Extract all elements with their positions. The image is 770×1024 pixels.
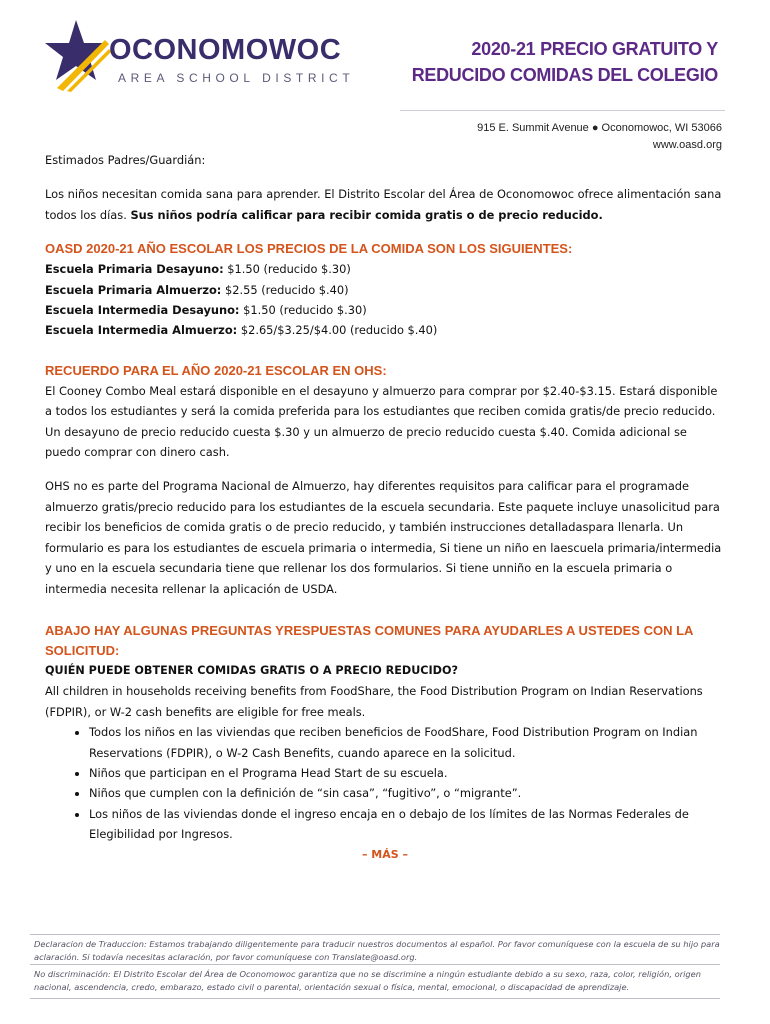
price-value: $1.50 (reducido $.30) (223, 262, 351, 277)
price-value: $2.55 (reducido $.40) (221, 282, 349, 297)
price-item (45, 300, 725, 320)
list-item: • Todos los niños en las viviendas que reciben beneficios de FoodShare, Food Distribution Program on Indian Reservations (FDPIR), o W-2 Cash Benefits, cuando aparece en la solicitud. (89, 722, 725, 763)
list-item: • Los niños de las viviendas donde el ingreso encaja en o debajo de los límites de las Normas Federales de Elegibilidad por Ingresos. (89, 804, 725, 845)
footer-divider-3 (30, 998, 720, 999)
eligibility-list (45, 722, 725, 844)
faq-heading: ABAJO HAY ALGUNAS PREGUNTAS YRESPUESTAS COMUNES PARA AYUDARLES A USTEDES CON LA SOLICITUD: (45, 622, 693, 658)
star-logo-icon (45, 18, 115, 93)
document-title (412, 36, 718, 88)
price-label: Escuela Intermedia Desayuno: (45, 303, 240, 318)
price-value: $2.65/$3.25/$4.00 (reducido $.40) (237, 323, 438, 338)
price-item (45, 320, 725, 340)
ohs-paragraph-1: El Cooney Combo Meal estará disponible en el desayuno y almuerzo para comprar por $2.40-$3.15. Estará disponible a todos los estudiantes y será la comida preferida para los estudiantes que reciben comida gratis/de precio reducido. Un desayuno de precio reducido cuesta $.30 y un almuerzo de precio reducido cuesta $.40. Comida adicional se puedo comprar con dinero cash. (45, 383, 718, 460)
price-item (45, 280, 725, 300)
ohs-paragraph-2: OHS no es parte del Programa Nacional de Almuerzo, hay diferentes requisitos para calificar para el programade almuerzo gratis/precio reducido para los estudiantes de la escuela secundaria. Este paquete incluye unasolicitud para recibir los beneficios de comida gratis o de precio reducido, y también instrucciones detalladaspara llenarla. Un formulario es para los estudiantes de escuela primaria o intermedia, Si tiene un niño en laescuela primaria/intermedia y uno en la escuela secundaria tiene que rellenar los dos formularios. Si tiene unniño en la escuela primaria o intermedia necesita rellenar la aplicación de USDA. (45, 479, 722, 596)
more-indicator: – MÁS – (361, 847, 409, 861)
price-label: Escuela Primaria Desayuno: (45, 262, 224, 277)
price-item (45, 259, 725, 279)
title-line-1: 2020-21 PRECIO GRATUITO Y (471, 39, 718, 59)
price-list (45, 259, 725, 341)
price-value: $1.50 (reducido $.30) (239, 303, 367, 318)
salutation: Estimados Padres/Guardián: (45, 153, 206, 167)
title-line-2: REDUCIDO COMIDAS DEL COLEGIO (411, 65, 718, 85)
faq-question: QUIÉN PUEDE OBTENER COMIDAS GRATIS O A PRECIO REDUCIDO? (45, 663, 458, 677)
street-address: 915 E. Summit Avenue ● Oconomowoc, WI 53066 (477, 122, 722, 134)
footer-divider-1 (30, 934, 720, 935)
intro-bold-text: Sus niños podría calificar para recibir comida gratis o de precio reducido. (130, 207, 603, 222)
website-link[interactable]: www.oasd.org (652, 139, 722, 151)
letter-body (45, 150, 725, 863)
intro-paragraph (45, 184, 725, 225)
list-item: • Niños que cumplen con la definición de “sin casa”, “fugitivo”, o “migrante”. (89, 783, 725, 803)
prices-heading: OASD 2020-21 AÑO ESCOLAR LOS PRECIOS DE LA COMIDA SON LOS SIGUIENTES: (45, 241, 573, 257)
faq-answer: All children in households receiving benefits from FoodShare, the Food Distribution Program on Indian Reservations (FDPIR), or W-2 cash benefits are eligible for free meals. (45, 684, 703, 719)
logo-subtitle: AREA SCHOOL DISTRICT (118, 71, 355, 85)
address-block (477, 120, 722, 154)
district-logo (45, 18, 355, 88)
logo-name: OCONOMOWOC (109, 34, 342, 66)
footer-divider-2 (30, 964, 720, 965)
nondiscrimination-note: No discriminación: El Distrito Escolar del Área de Oconomowoc garantiza que no se discrimine a ningún estudiante debido a su sexo, raza, color, religión, origen nacional, ascendencia, credo, embarazo, estado civil o parental, orientación sexual o física, mental, emocional, o discapacidad de aprendizaje. (34, 969, 702, 992)
price-label: Escuela Intermedia Almuerzo: (45, 323, 238, 338)
intro-text: Los niños necesitan comida sana para aprender. El Distrito Escolar del Área de Oconomowoc ofrece alimentación sana todos los días. (45, 187, 722, 222)
price-label: Escuela Primaria Almuerzo: (45, 282, 222, 297)
list-item: • Niños que participan en el Programa Head Start de su escuela. (89, 763, 725, 783)
ohs-heading: RECUERDO PARA EL AÑO 2020-21 ESCOLAR EN OHS: (45, 362, 387, 378)
header-divider (400, 110, 725, 111)
translation-note: Declaracion de Traduccion: Estamos trabajando diligentemente para traducir nuestros documentos al español. Por favor comuníquese con la escuela de su hijo para aclaración. Si todavía necesitas aclaración, por favor comuníquese con Translate@oasd.org. (34, 939, 720, 962)
